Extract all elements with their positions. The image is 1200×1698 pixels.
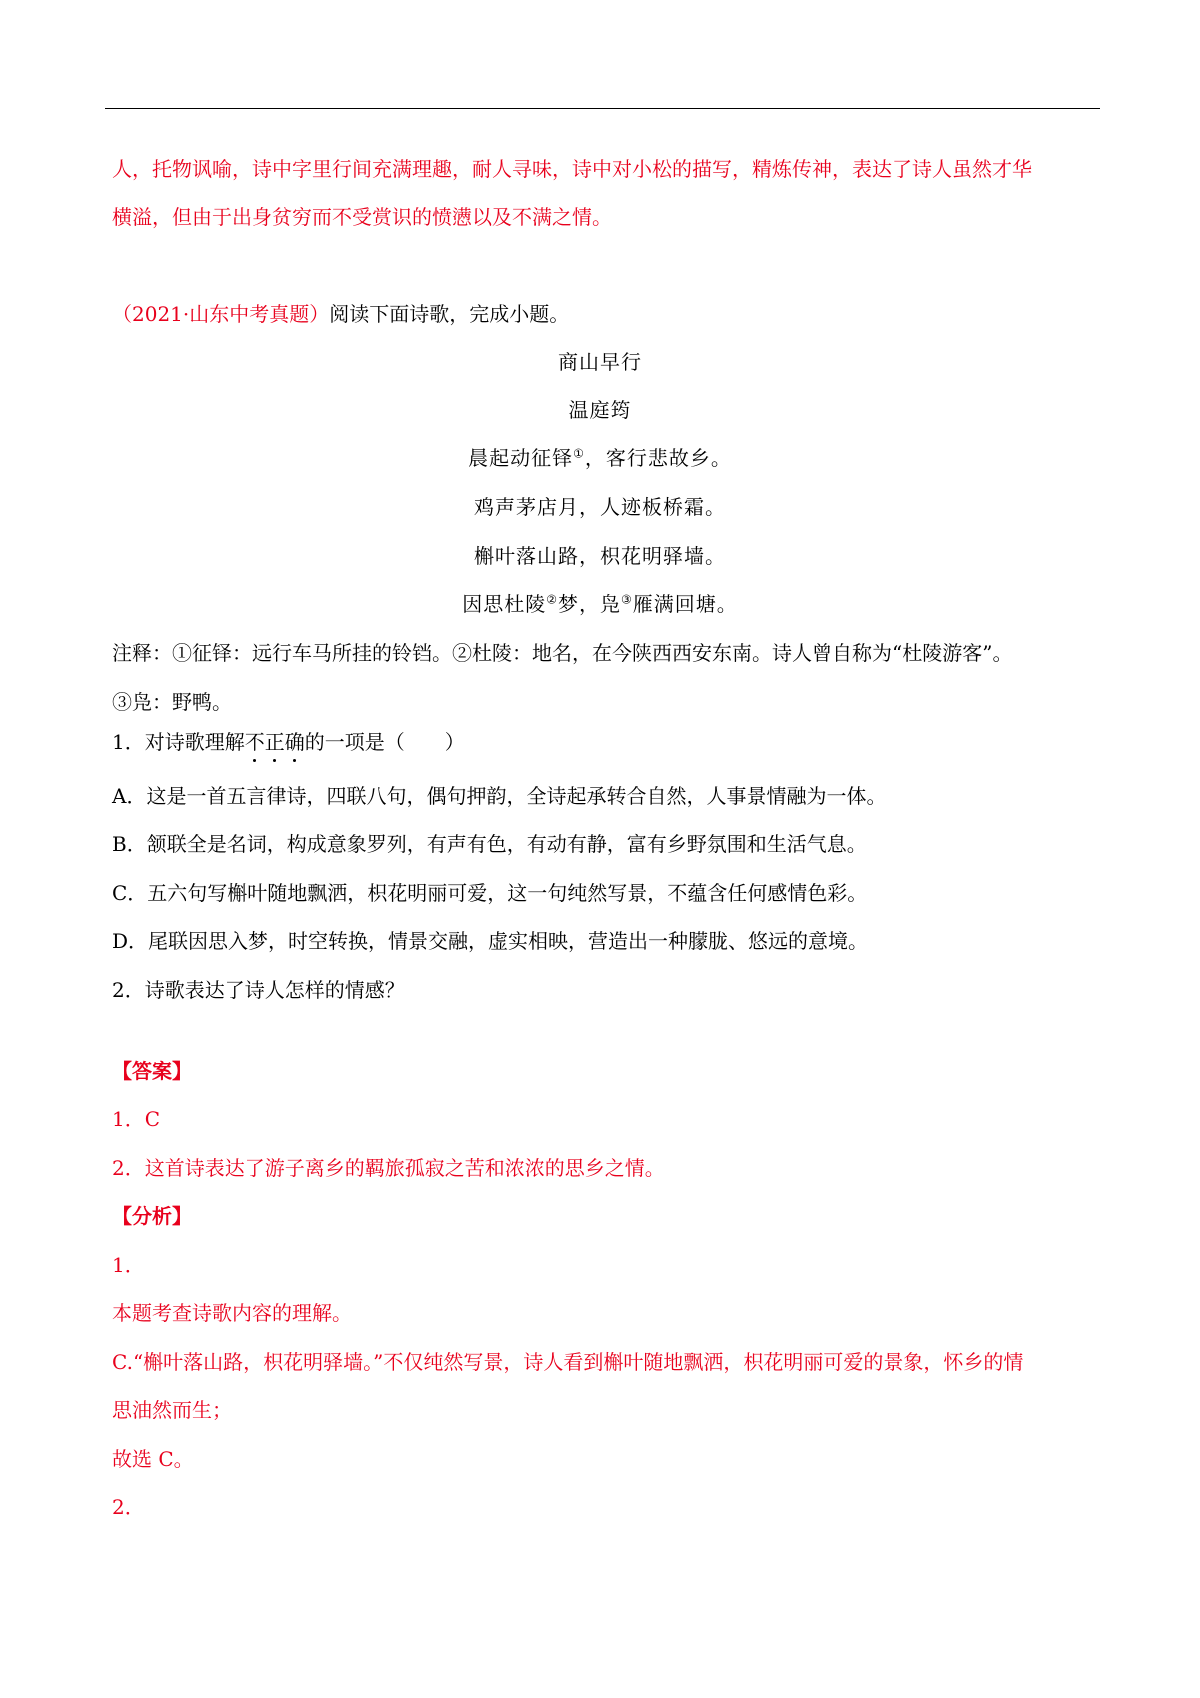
question-prompt: 阅读下面诗歌，完成小题。 [329,302,570,326]
poem-line-1b: ，客行悲故乡。 [584,446,732,470]
poem-title: 商山早行 [558,350,642,374]
question-source: （2021·山东中考真题） [112,302,330,326]
option-c: C．五六句写槲叶随地飘洒，枳花明丽可爱，这一句纯然写景，不蕴含任何感情色彩。 [112,881,868,905]
option-b: B．颔联全是名词，构成意象罗列，有声有色，有动有静，富有乡野氛围和生活气息。 [112,832,867,856]
analysis-num-1: 1． [112,1253,145,1277]
option-a: A．这是一首五言律诗，四联八句，偶句押韵，全诗起承转合自然，人事景情融为一体。 [112,784,887,808]
option-d: D．尾联因思入梦，时空转换，情景交融，虚实相映，营造出一种朦胧、悠远的意境。 [112,929,869,953]
poem-line-4b: 梦，凫 [558,592,621,616]
q1-emph-3: 确 [284,730,305,754]
question-2: 2．诗歌表达了诗人怎样的情感？ [112,978,405,1002]
analysis-para-3: 思油然而生； [112,1398,232,1422]
poem-line-2: 鸡声茅店月，人迹板桥霜。 [474,495,726,519]
intro-line-2: 横溢，但由于出身贫穷而不受赏识的愤懑以及不满之情。 [112,205,612,229]
poem-line-1 [0,445,1200,471]
q1-pre: 1．对诗歌理解 [112,730,245,754]
intro-line-1: 人，托物讽喻，诗中字里行间充满理趣，耐人寻味，诗中对小松的描写，精炼传神，表达了诗人虽然才华 [112,157,1032,181]
q1-emph-1: 不 [244,730,265,754]
question-header [112,301,569,327]
poem-author: 温庭筠 [568,398,632,422]
header-rule [105,108,1100,109]
poem-line-4a: 因思杜陵 [462,592,547,616]
analysis-para-2: C.“槲叶落山路，枳花明驿墙。”不仅纯然写景，诗人看到槲叶随地飘洒，枳花明丽可爱的景象，怀乡的情 [112,1350,1024,1374]
poem-line-4c: 雁满回塘。 [632,592,738,616]
poem-line-1a: 晨起动征铎 [468,446,574,470]
q1-emph-2: 正 [264,730,285,754]
analysis-para-1: 本题考查诗歌内容的理解。 [112,1301,352,1325]
notes-line-1: 注释：①征铎：远行车马所挂的铃铛。②杜陵：地名，在今陕西西安东南。诗人曾自称为“杜陵游客”。 [112,641,1013,665]
answer-heading: 【答案】 [112,1059,192,1083]
note-ref-1: ① [573,446,585,461]
question-1 [112,729,465,755]
analysis-num-2: 2． [112,1495,145,1519]
q1-post: 的一项是（ ） [304,730,465,754]
analysis-heading: 【分析】 [112,1204,192,1228]
poem-line-3: 槲叶落山路，枳花明驿墙。 [474,544,726,568]
note-ref-2: ② [546,592,558,607]
note-ref-3: ③ [621,592,633,607]
poem-line-4 [0,591,1200,617]
answer-1: 1．C [112,1107,161,1131]
analysis-para-4: 故选 C。 [112,1447,194,1471]
answer-2: 2．这首诗表达了游子离乡的羁旅孤寂之苦和浓浓的思乡之情。 [112,1156,665,1180]
notes-line-2: ③凫：野鸭。 [112,690,232,714]
